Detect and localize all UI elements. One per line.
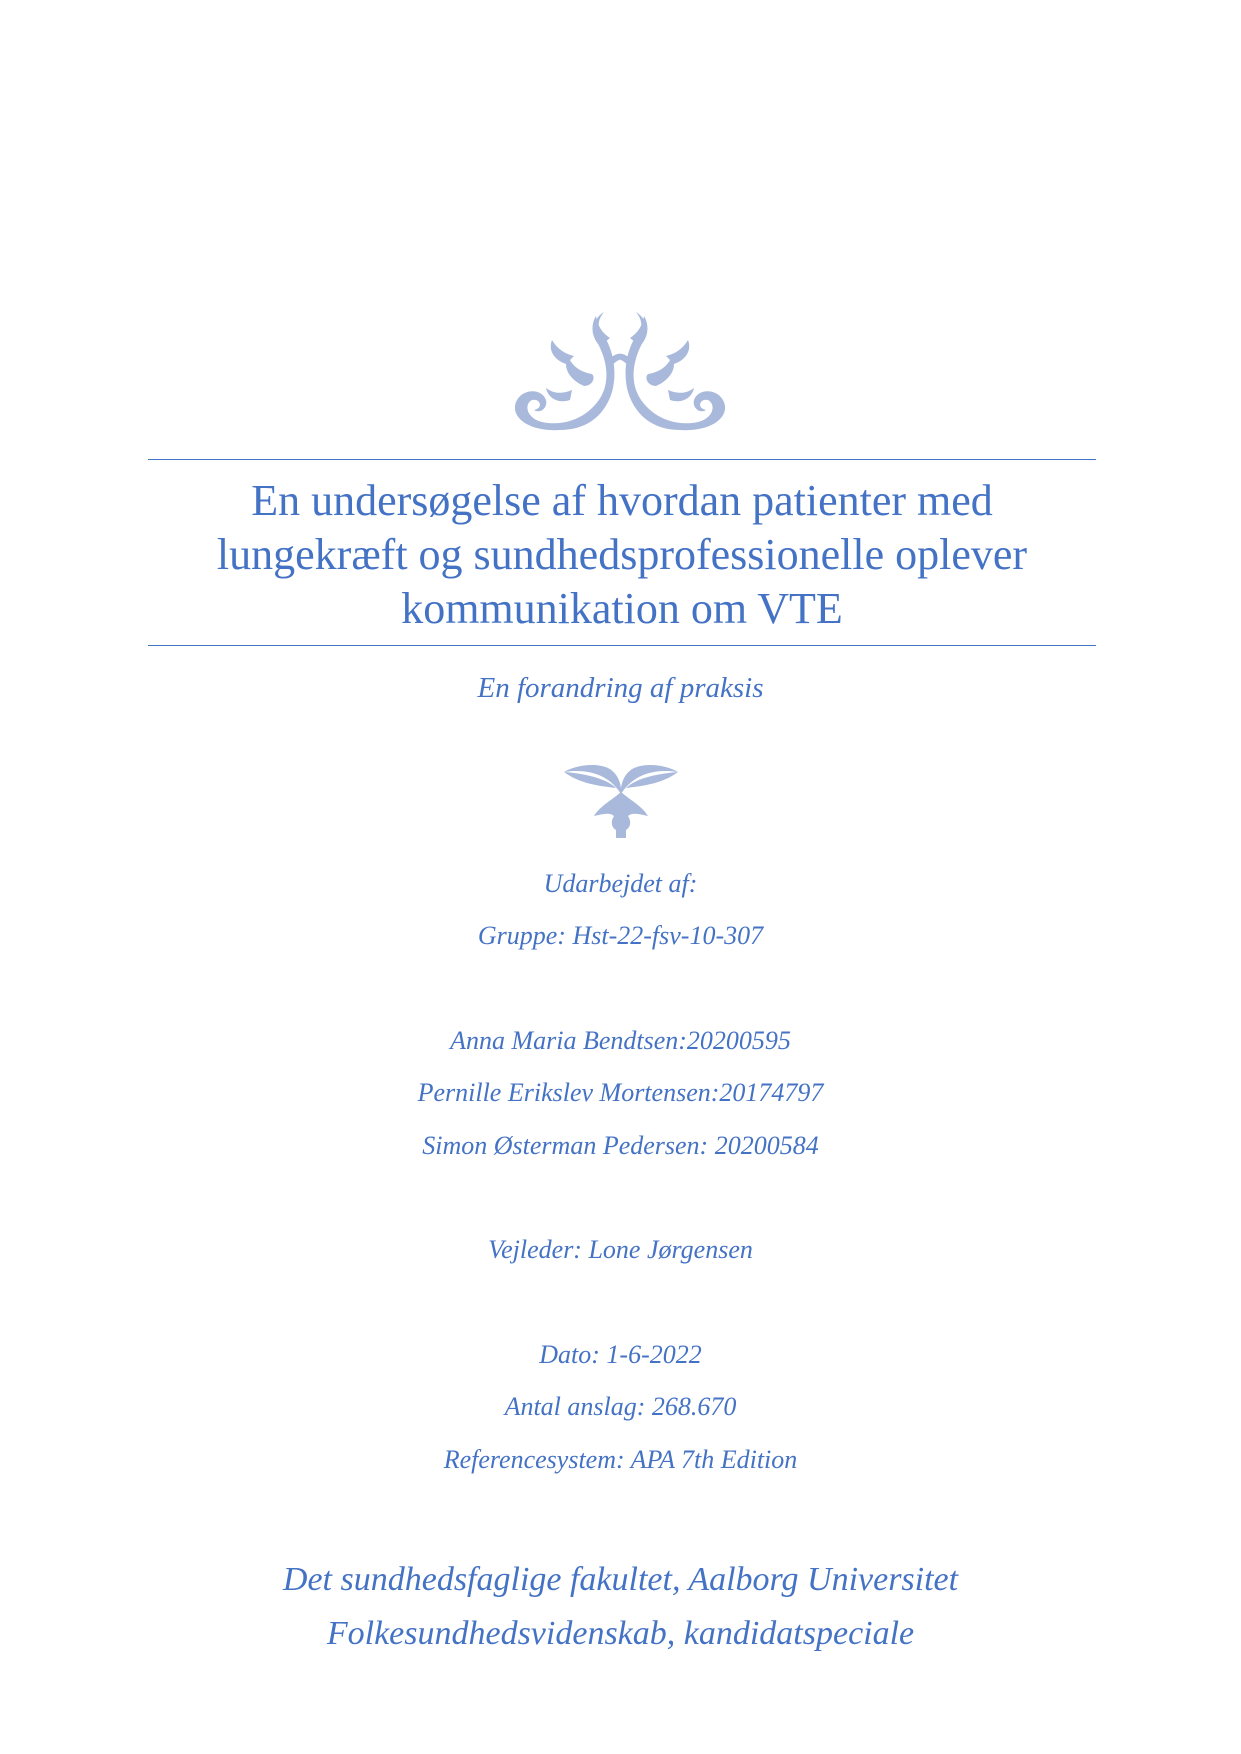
author-3: Simon Østerman Pedersen: 20200584 [422, 1131, 819, 1160]
fleuron-leaf-ornament-icon [560, 754, 682, 838]
author-1: Anna Maria Bendtsen:20200595 [450, 1026, 791, 1055]
program-name: Folkesundhedsvidenskab, kandidatspeciale [326, 1615, 915, 1652]
reference-system: Referencesystem: APA 7th Edition [443, 1445, 798, 1474]
document-subtitle: En forandring af praksis [477, 672, 764, 704]
character-count: Antal anslag: 268.670 [504, 1392, 737, 1421]
faculty-name: Det sundhedsfaglige fakultet, Aalborg Universitet [282, 1561, 959, 1598]
title-line-1: En undersøgelse af hvordan patienter med [251, 476, 993, 525]
title-top-rule [148, 459, 1096, 460]
supervisor: Vejleder: Lone Jørgensen [488, 1235, 753, 1264]
prepared-by-label: Udarbejdet af: [543, 869, 698, 898]
title-line-3: kommunikation om VTE [401, 584, 843, 633]
acanthus-scroll-ornament-icon [500, 300, 740, 440]
date: Dato: 1-6-2022 [539, 1340, 702, 1369]
group-id: Gruppe: Hst-22-fsv-10-307 [477, 921, 764, 950]
document-title [148, 474, 1096, 636]
title-bottom-rule [148, 645, 1096, 646]
author-2: Pernille Erikslev Mortensen:20174797 [417, 1078, 824, 1107]
title-line-2: lungekræft og sundhedsprofessionelle oplever [216, 530, 1028, 579]
